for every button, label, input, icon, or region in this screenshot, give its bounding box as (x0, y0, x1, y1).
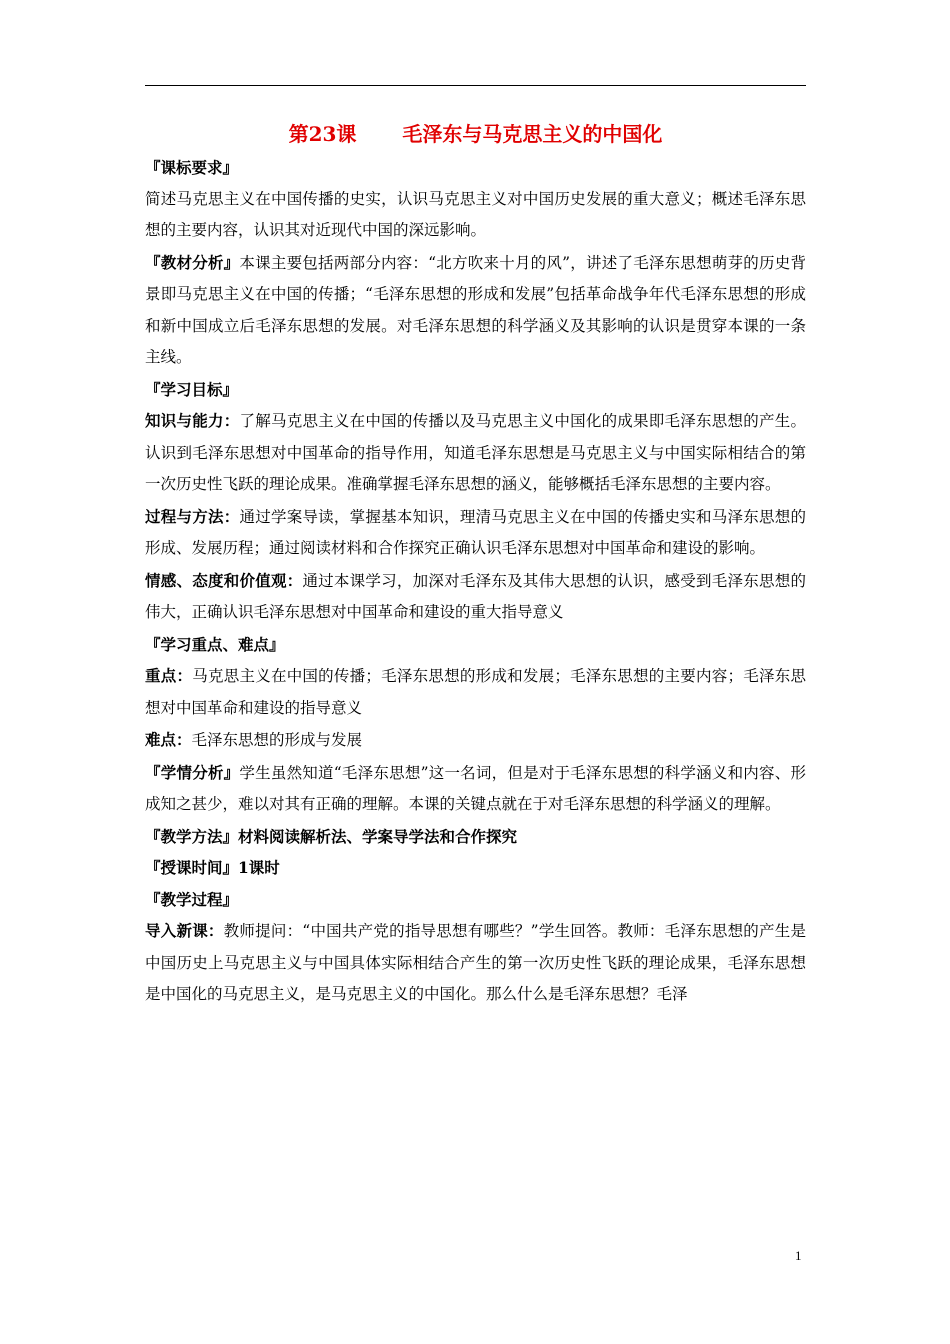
goal-knowledge (145, 405, 806, 501)
time-heading: 『授课时间』 (145, 858, 239, 877)
difficult-text: 毛泽东思想的形成与发展 (191, 731, 363, 749)
emotion-text: 通过本课学习，加深对毛泽东及其伟大思想的认识，感受到毛泽东思想的伟大，正确认识毛泽东思想对中国革命和建设的重大指导意义 (145, 571, 806, 621)
document-body (145, 116, 806, 1011)
emotion-label: 情感、态度和价值观： (145, 570, 303, 590)
intro-label: 导入新课： (145, 921, 224, 940)
difficult-point (145, 724, 806, 757)
key-text: 马克思主义在中国的传播；毛泽东思想的形成和发展；毛泽东思想的主要内容；毛泽东思想对中国革命和建设的指导意义 (145, 667, 806, 717)
key-point (145, 660, 806, 724)
goal-emotion (145, 565, 806, 629)
textbook-heading: 『教材分析』 (145, 252, 240, 272)
knowledge-label: 知识与能力： (145, 411, 240, 430)
goals-heading: 『学习目标』 (145, 379, 239, 399)
process-text: 通过学案导读，掌握基本知识，理清马克思主义在中国的传播史实和马泽东思想的形成、发展历程；通过阅读材料和合作探究正确认识毛泽东思想对中国革命和建设的影响。 (145, 507, 806, 557)
lesson-time (145, 852, 806, 884)
time-text: 1课时 (238, 858, 280, 877)
lesson-title (145, 116, 806, 152)
process-label: 过程与方法： (145, 506, 240, 526)
lesson-name: 毛泽东与马克思主义的中国化 (402, 122, 663, 146)
textbook-analysis (145, 247, 806, 374)
key-points-heading: 『学习重点、难点』 (145, 634, 285, 654)
goal-process (145, 501, 806, 565)
textbook-text: 本课主要包括两部分内容：“北方吹来十月的风”，讲述了毛泽东思想萌芽的历史背景即马克思主义在中国的传播；“毛泽东思想的形成和发展”包括革命战争年代毛泽东思想的形成和新中国成立后毛泽东思想的发展。对毛泽东思想的科学涵义及其影响的认识是贯穿本课的一条主线。 (145, 253, 806, 366)
header-rule (145, 85, 806, 86)
lesson-number: 第23课 (288, 122, 357, 146)
method-text: 材料阅读解析法、学案导学法和合作探究 (238, 826, 518, 846)
learner-heading: 『学情分析』 (145, 762, 240, 782)
key-label: 重点： (145, 666, 193, 685)
intro-text: 教师提问：“中国共产党的指导思想有哪些？”学生回答。教师：毛泽东思想的产生是中国历史上马克思主义与中国具体实际相结合产生的第一次历史性飞跃的理论成果，毛泽东思想是中国化的马克思主义，是马克思主义的中国化。那么什么是毛泽东思想？毛泽 (145, 922, 806, 1003)
learner-text: 学生虽然知道“毛泽东思想”这一名词，但是对于毛泽东思想的科学涵义和内容、形成知之甚少，难以对其有正确的理解。本课的关键点就在于对毛泽东思想的科学涵义的理解。 (145, 763, 806, 813)
page-number: 1 (795, 1248, 802, 1263)
process-heading: 『教学过程』 (145, 889, 239, 909)
intro (145, 915, 806, 1011)
difficult-label: 难点： (145, 730, 192, 749)
knowledge-text: 了解马克思主义在中国的传播以及马克思主义中国化的成果即毛泽东思想的产生。认识到毛泽东思想对中国革命的指导作用，知道毛泽东思想是马克思主义与中国实际相结合的第一次历史性飞跃的理论成果。准确掌握毛泽东思想的涵义，能够概括毛泽东思想的主要内容。 (145, 412, 806, 493)
curriculum-heading: 『课标要求』 (145, 158, 239, 177)
curriculum-text: 简述马克思主义在中国传播的史实，认识马克思主义对中国历史发展的重大意义；概述毛泽东思想的主要内容，认识其对近现代中国的深远影响。 (145, 189, 806, 239)
method-heading: 『教学方法』 (145, 826, 239, 846)
teaching-method (145, 821, 806, 853)
learner-analysis (145, 757, 806, 821)
